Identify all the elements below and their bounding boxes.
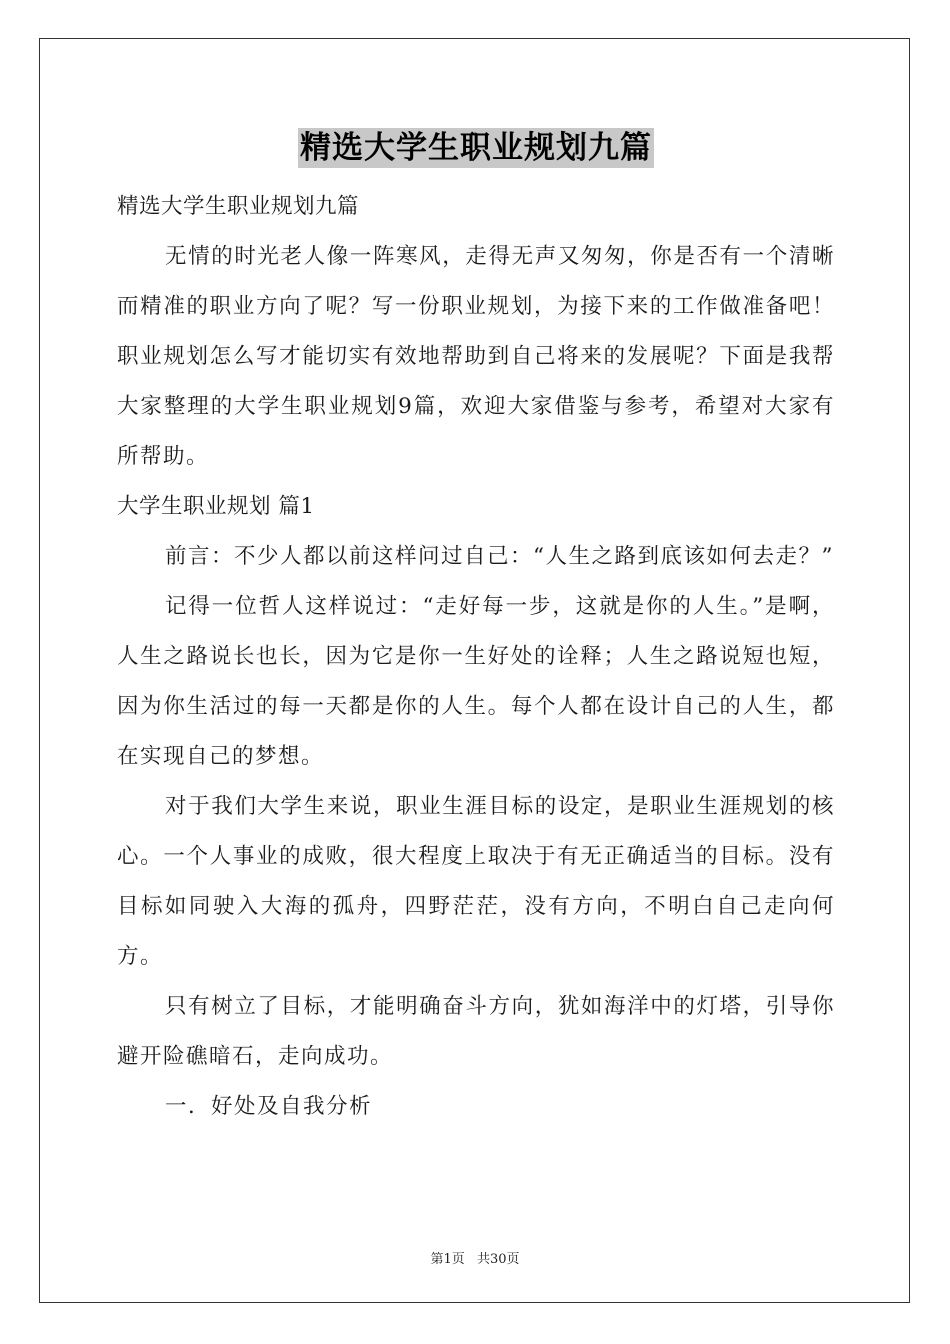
body-paragraph: 记得一位哲人这样说过：“走好每一步，这就是你的人生。”是啊，人生之路说长也长，因为它是你一生好处的诠释；人生之路说短也短，因为你生活过的每一天都是你的人生。每个人都在设计自己的人生，都在实现自己的梦想。 [117,594,835,769]
title-container [117,128,835,172]
body-paragraph: 前言：不少人都以前这样问过自己：“人生之路到底该如何去走？” [165,544,834,569]
page-number: 第1页 [430,1252,465,1267]
body-paragraph: 只有树立了目标，才能明确奋斗方向，犹如海洋中的灯塔，引导你避开险礁暗石，走向成功。 [117,994,835,1069]
section-heading: 大学生职业规划 篇1 [117,494,315,519]
subsection-heading: 一．好处及自我分析 [165,1094,373,1119]
page-total: 共30页 [476,1252,520,1267]
page-footer [0,1248,950,1267]
subtitle-line: 精选大学生职业规划九篇 [117,194,360,219]
intro-paragraph: 无情的时光老人像一阵寒风，走得无声又匆匆，你是否有一个清晰而精准的职业方向了呢？写一份职业规划，为接下来的工作做准备吧！职业规划怎么写才能切实有效地帮助到自己将来的发展呢？下面是我帮大家整理的大学生职业规划9篇，欢迎大家借鉴与参考，希望对大家有所帮助。 [117,244,835,469]
document-title: 精选大学生职业规划九篇 [300,130,652,166]
document-body [117,128,835,1132]
body-paragraph: 对于我们大学生来说，职业生涯目标的设定，是职业生涯规划的核心。一个人事业的成败，很大程度上取决于有无正确适当的目标。没有目标如同驶入大海的孤舟，四野茫茫，没有方向，不明白自己走向何方。 [117,794,835,969]
